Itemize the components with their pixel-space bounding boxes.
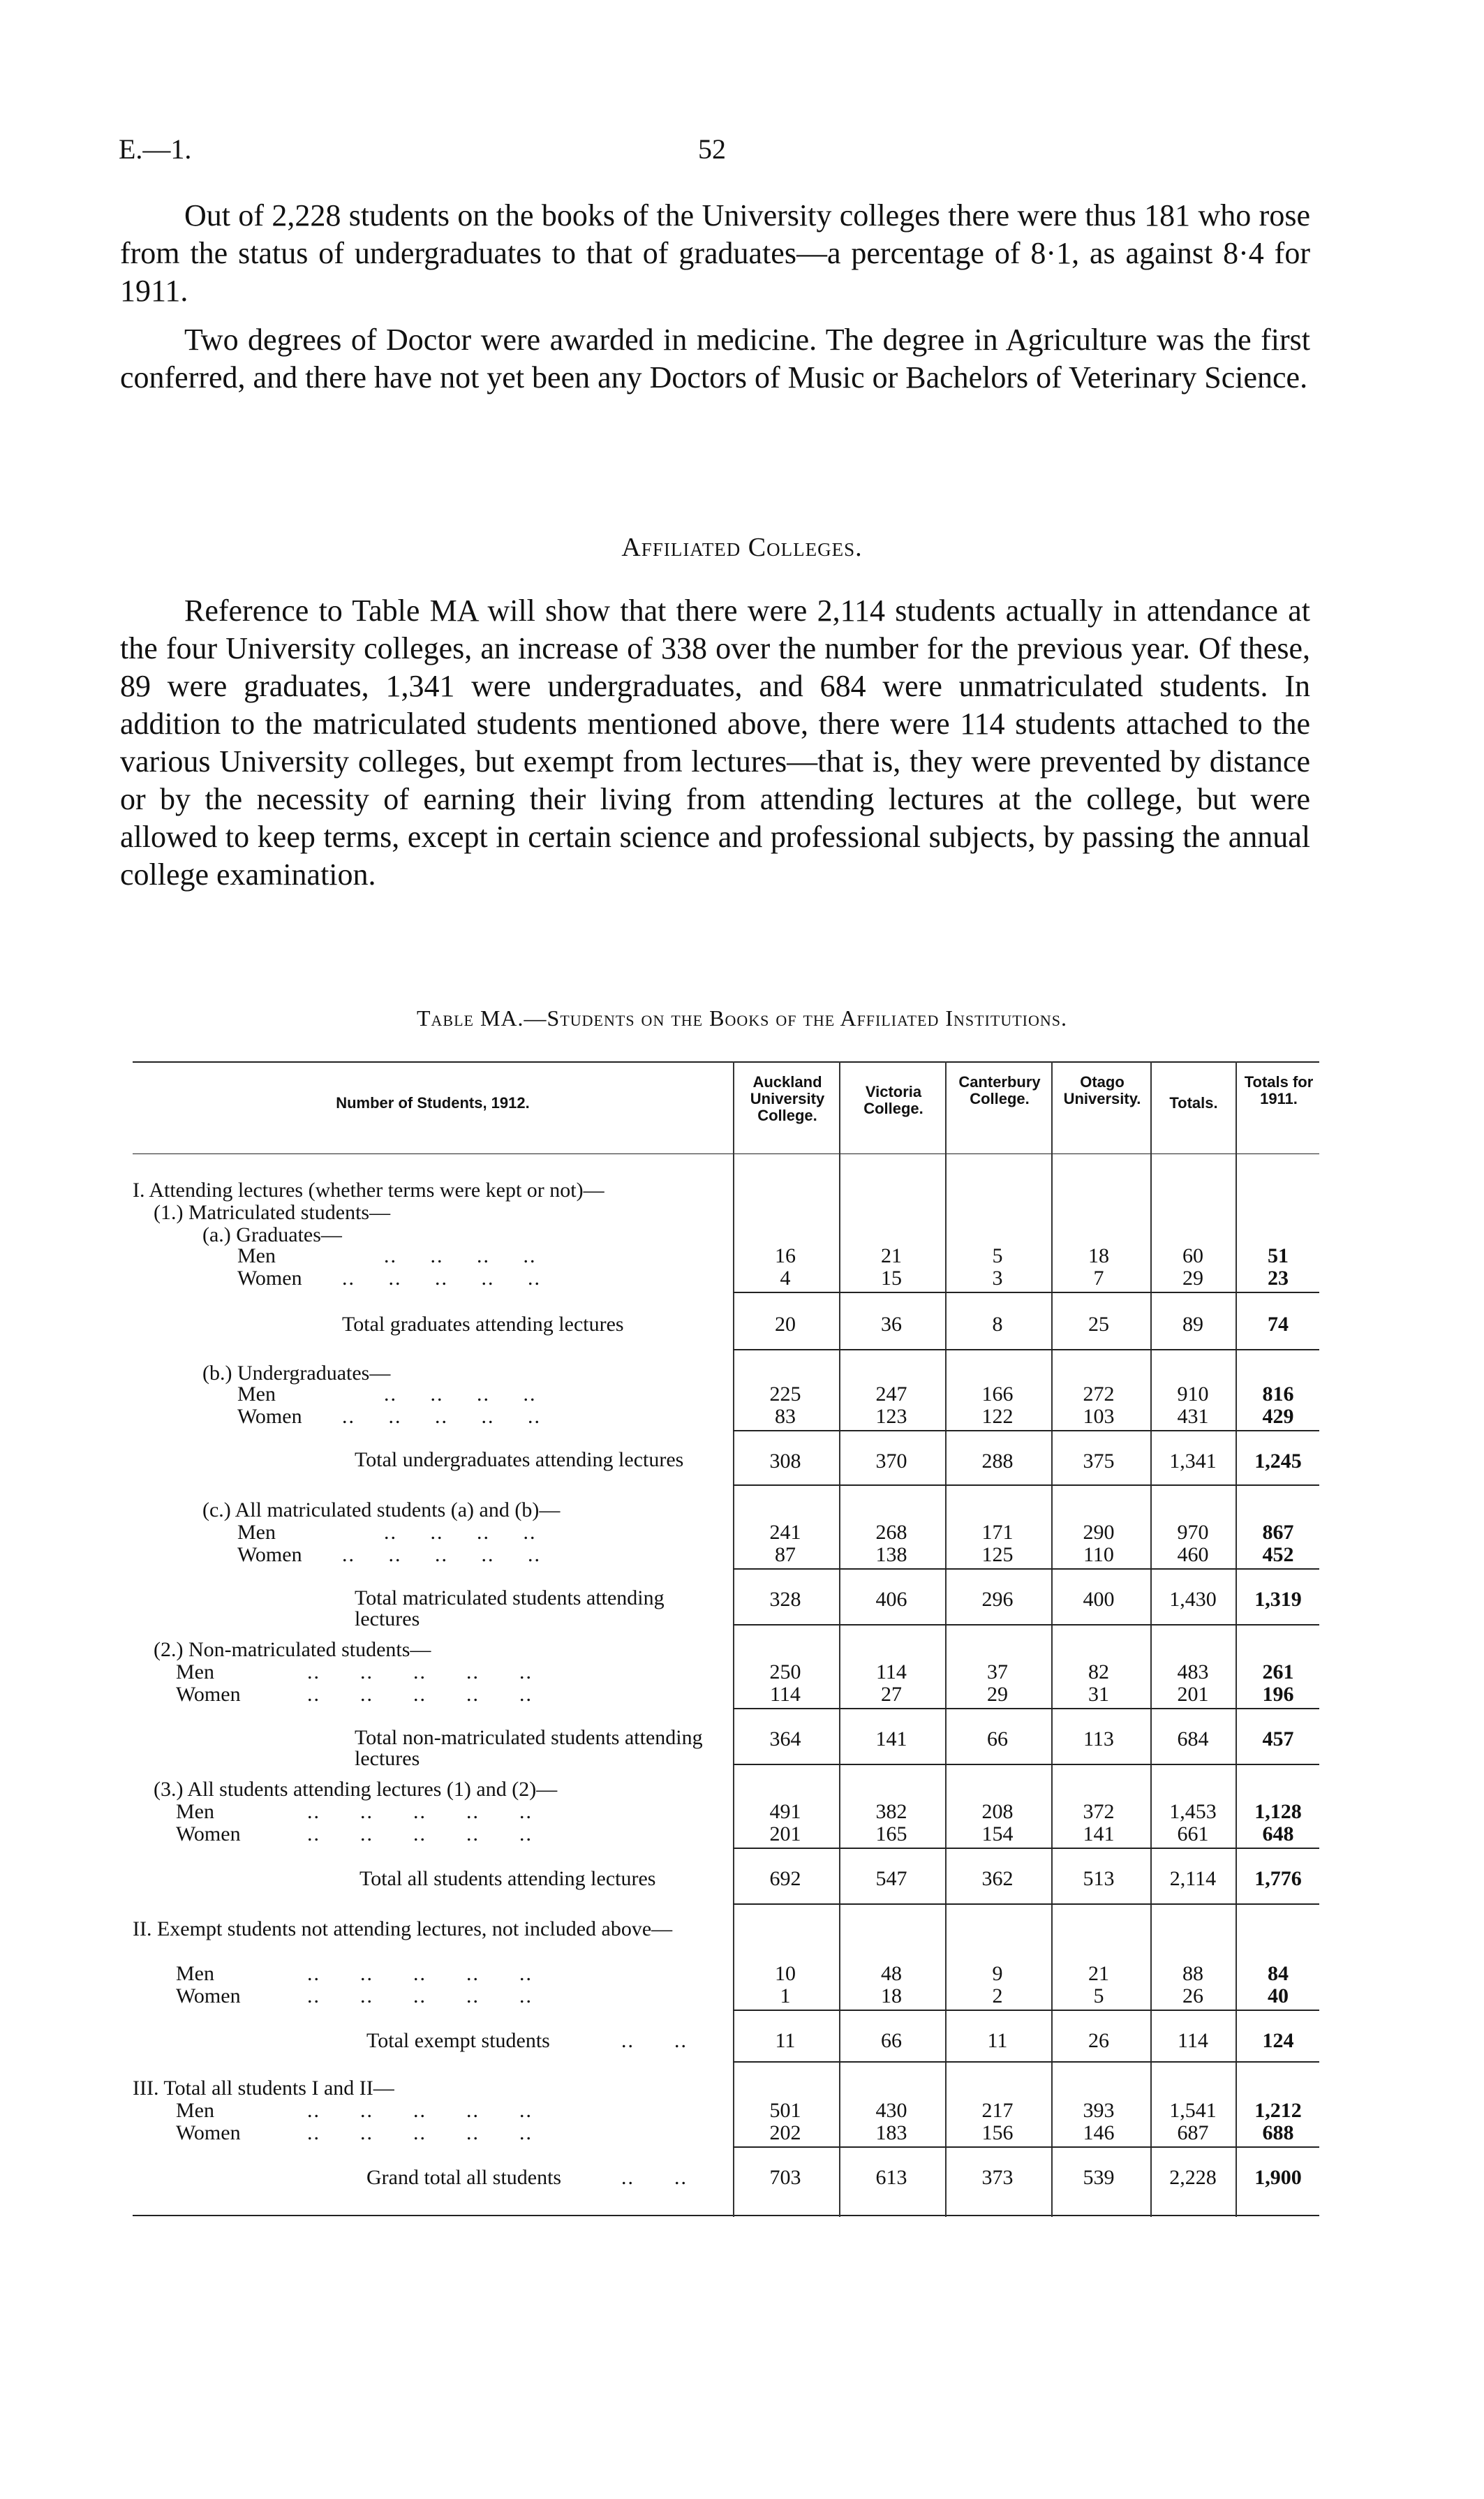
paragraph-graduates: Out of 2,228 students on the books of the University colleges there were thus 181 who rose from the status of undergraduates to that of graduates—a percentage of 8·1, as against 8·4 for 1911. <box>120 198 1310 308</box>
table-row: Women .. .. .. .. .. 87 138 125 110 460 452 <box>237 1543 1294 1566</box>
section-heading: Affiliated Colleges. <box>621 533 863 562</box>
table-row: Total exempt students .. .. 11 66 11 26 114 124 <box>366 2029 1294 2052</box>
col-header-victoria: Victoria College. <box>863 1083 923 1117</box>
table-row: Total graduates attending lectures 20 36 8 25 89 74 <box>342 1313 1289 1336</box>
section-graduates: (a.) Graduates— <box>202 1223 342 1246</box>
table-row: Grand total all students .. .. 703 613 373 539 2,228 1,900 <box>366 2166 1302 2189</box>
table-row: Men .. .. .. .. .. 250 114 37 82 483 261 <box>176 1660 1294 1683</box>
table-row: Total non-matriculated students attending lectures 364 141 66 113 684 457 <box>355 1726 1294 1770</box>
table-row: Men .. .. .. .. .. 501 430 217 393 1,541 1,212 <box>176 2099 1302 2122</box>
table-title: Table MA.—Students on the Books of the Affiliated Institutions. <box>417 1005 1067 1031</box>
table-row: Men .. .. .. .. .. 10 48 9 21 88 84 <box>176 1962 1289 1985</box>
table-row: Men .. .. .. .. 225 247 166 272 910 816 <box>237 1383 1294 1406</box>
section-exempt: II. Exempt students not attending lectures, not included above— <box>133 1917 673 1940</box>
document-code: E.—1. <box>119 133 192 165</box>
section-attending: I. Attending lectures (whether terms were kept or not)— <box>133 1179 604 1202</box>
paragraph-doctors: Two degrees of Doctor were awarded in medicine. The degree in Agriculture was the first conferred, and there have not yet been any Doctors of Music or Bachelors of Veterinary Science. <box>120 323 1310 395</box>
table-row: Women .. .. .. .. .. 83 123 122 103 431 429 <box>237 1405 1294 1428</box>
table-row: Men .. .. .. .. 16 21 5 18 60 51 <box>237 1244 1289 1267</box>
col-header-label: Number of Students, 1912. <box>336 1094 530 1112</box>
section-all-attending: (3.) All students attending lectures (1) and (2)— <box>154 1778 558 1801</box>
col-header-canterbury: Canterbury College. <box>958 1073 1041 1107</box>
col-header-otago: Otago University. <box>1063 1073 1141 1107</box>
section-all-matriculated: (c.) All matriculated students (a) and (b)— <box>202 1498 561 1521</box>
table-row: Men .. .. .. .. 241 268 171 290 970 867 <box>237 1521 1294 1544</box>
table-row: Total undergraduates attending lectures 308 370 288 375 1,341 1,245 <box>355 1448 1302 1473</box>
col-header-totals: Totals. <box>1169 1094 1218 1112</box>
table-row: Total matriculated students attending lectures 328 406 296 400 1,430 1,319 <box>355 1586 1302 1630</box>
paragraph-affiliated: Reference to Table MA will show that there were 2,114 students actually in attendance at the four University colleges, an increase of 338 over the number for the previous year. Of these, 89 were graduates, 1,341 were undergraduates, and 684 were unmatriculated students. In addition to the matriculated students mentioned above, there were 114 students attached to the various University colleges, but exempt from lectures—that is, they were prevented by distance or by the necessity of earning their living from attending lectures at the college, but were allowed to keep terms, except in certain science and professional subjects, by passing the annual college examination. <box>120 594 1310 892</box>
table-row: Women .. .. .. .. .. 202 183 156 146 687 688 <box>176 2121 1294 2144</box>
table-row: Women .. .. .. .. .. 201 165 154 141 661 648 <box>176 1822 1294 1845</box>
table-row: Women .. .. .. .. .. 114 27 29 31 201 196 <box>176 1683 1294 1706</box>
section-non-matriculated: (2.) Non-matriculated students— <box>154 1638 431 1661</box>
section-undergraduates: (b.) Undergraduates— <box>202 1362 391 1385</box>
students-table <box>133 1061 1319 2217</box>
table-row: Women .. .. .. .. .. 4 15 3 7 29 23 <box>237 1267 1289 1290</box>
col-header-auckland: Auckland University College. <box>750 1073 825 1124</box>
table-row: Women .. .. .. .. .. 1 18 2 5 26 40 <box>176 1984 1289 2007</box>
section-total-all: III. Total all students I and II— <box>133 2077 394 2100</box>
table-row: Men .. .. .. .. .. 491 382 208 372 1,453 1,128 <box>176 1800 1302 1823</box>
page-number: 52 <box>698 133 726 165</box>
table-row: Total all students attending lectures 692 547 362 513 2,114 1,776 <box>359 1867 1302 1890</box>
section-matriculated: (1.) Matriculated students— <box>154 1201 391 1224</box>
col-header-totals-1911: Totals for 1911. <box>1244 1073 1314 1107</box>
